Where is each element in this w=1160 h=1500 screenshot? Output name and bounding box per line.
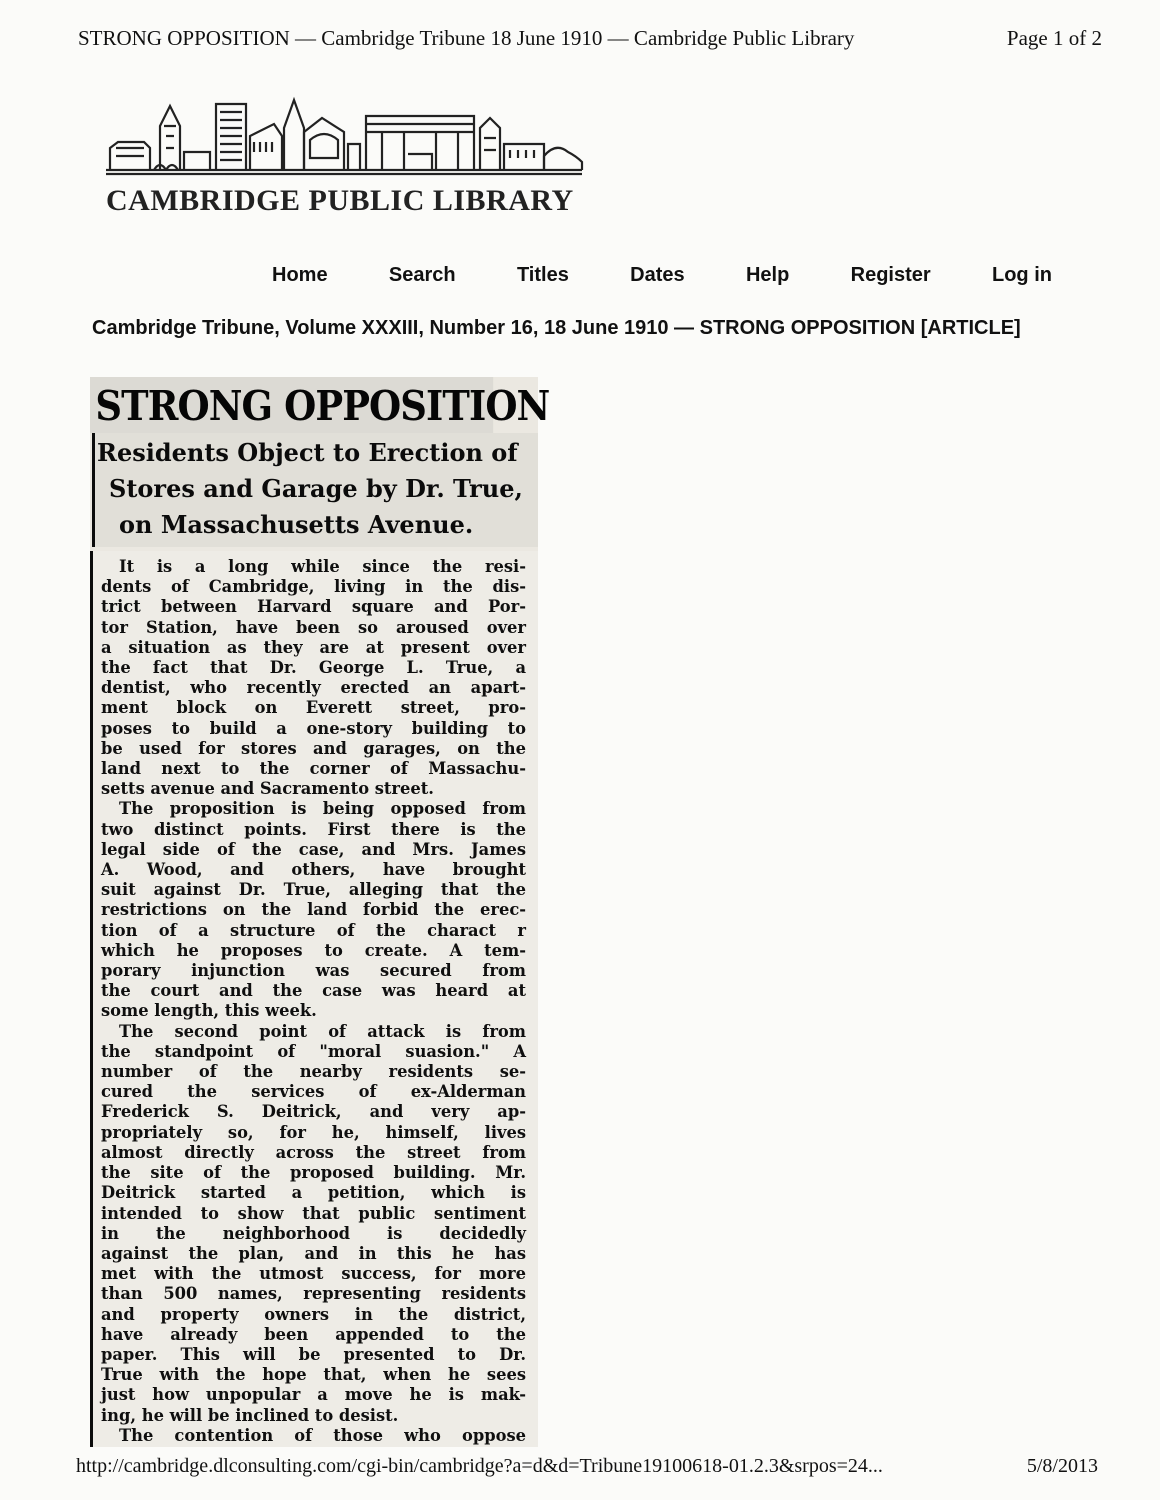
print-footer [76,1455,1098,1478]
article-line: tion of a structure of the charact r [101,920,526,940]
clipping-deck [92,433,538,547]
nav-titles-link[interactable]: Titles [516,264,569,286]
article-line: The contention of those who oppose [119,1425,526,1445]
article-line: ment block on Everett street, pro- [101,698,526,718]
article-line: legal side of the case, and Mrs. James [101,839,526,859]
article-line: against the plan, and in this he has [101,1243,526,1263]
article-line: in the neighborhood is decidedly [101,1223,526,1243]
article-line: The proposition is being opposed from [119,799,526,819]
newspaper-clipping [90,377,550,1447]
library-logo-text: CAMBRIDGE PUBLIC LIBRARY [106,184,574,217]
article-line: met with the utmost success, for more [101,1264,526,1284]
nav-help-link[interactable]: Help [745,264,790,286]
article-line: intended to show that public sentiment [101,1203,526,1223]
article-line: paper. This will be presented to Dr. [101,1344,526,1364]
article-line: a situation as they are at present over [101,637,526,657]
deck-line: Residents Object to Erection of [97,438,518,467]
deck-line: on Massachusetts Avenue. [119,510,474,539]
nav-login-link[interactable]: Log in [992,264,1052,286]
library-logo[interactable] [104,96,589,226]
nav-dates-link[interactable]: Dates [630,264,685,286]
print-footer-url: http://cambridge.dlconsulting.com/cgi-bin/cambridge?a=d&d=Tribune19100618-01.2.3&srpos=24... [76,1455,883,1477]
article-line: setts avenue and Sacramento street. [101,779,434,799]
skyline-icon [104,96,589,186]
article-line: Frederick S. Deitrick, and very ap- [101,1102,526,1122]
print-header-title: STRONG OPPOSITION — Cambridge Tribune 18 June 1910 — Cambridge Public Library [78,26,855,50]
article-line: dents of Cambridge, living in the dis- [101,577,526,597]
print-header [78,26,1102,51]
article-line: almost directly across the street from [101,1142,526,1162]
nav-search-link[interactable]: Search [388,264,456,286]
deck-line: Stores and Garage by Dr. True, [109,474,523,503]
article-line: the standpoint of "moral suasion." A [101,1041,526,1061]
article-line: The second point of attack is from [119,1021,526,1041]
article-line: have already been appended to the [101,1324,526,1344]
article-line: True with the hope that, when he sees [101,1365,526,1385]
clipping-body [90,551,538,1447]
article-line: the site of the proposed building. Mr. [101,1163,526,1183]
article-line: number of the nearby residents se- [101,1062,526,1082]
article-line: Deitrick started a petition, which is [101,1183,526,1203]
print-footer-date: 5/8/2013 [1026,1455,1098,1477]
article-line: two distinct points. First there is the [101,819,526,839]
print-header-page: Page 1 of 2 [1006,26,1102,50]
article-line: cured the services of ex-Alderman [101,1082,526,1102]
article-line: tor Station, have been so aroused over [101,617,526,637]
article-line: ing, he will be inclined to desist. [101,1405,399,1425]
nav-home-link[interactable]: Home [272,264,328,286]
article-line: porary injunction was secured from [101,961,526,981]
article-line: and property owners in the district, [101,1304,526,1324]
article-line: suit against Dr. True, alleging that the [101,880,526,900]
article-title: Cambridge Tribune, Volume XXXIII, Number 16, 18 June 1910 — STRONG OPPOSITION [ARTICLE] [92,317,1021,339]
clipping-headline: STRONG OPPOSITION [90,377,493,433]
article-line: be used for stores and garages, on the [101,738,526,758]
article-line: which he proposes to create. A tem- [101,940,526,960]
article-line: propriately so, for he, himself, lives [101,1122,526,1142]
article-line: dentist, who recently erected an apart- [101,678,526,698]
article-line: than 500 names, representing residents [101,1284,526,1304]
article-line: A. Wood, and others, have brought [101,860,526,880]
article-line: the court and the case was heard at [101,981,526,1001]
main-nav [272,264,1052,287]
article-line: the fact that Dr. George L. True, a [101,658,526,678]
article-line: It is a long while since the resi- [119,557,526,576]
article-line: land next to the corner of Massachu- [101,759,526,779]
article-line: some length, this week. [101,1001,317,1021]
article-line: restrictions on the land forbid the erec- [101,900,526,920]
article-line: poses to build a one-story building to [101,718,526,738]
article-line: just how unpopular a move he is mak- [101,1385,526,1405]
nav-register-link[interactable]: Register [850,264,931,286]
article-line: trict between Harvard square and Por- [101,597,526,617]
